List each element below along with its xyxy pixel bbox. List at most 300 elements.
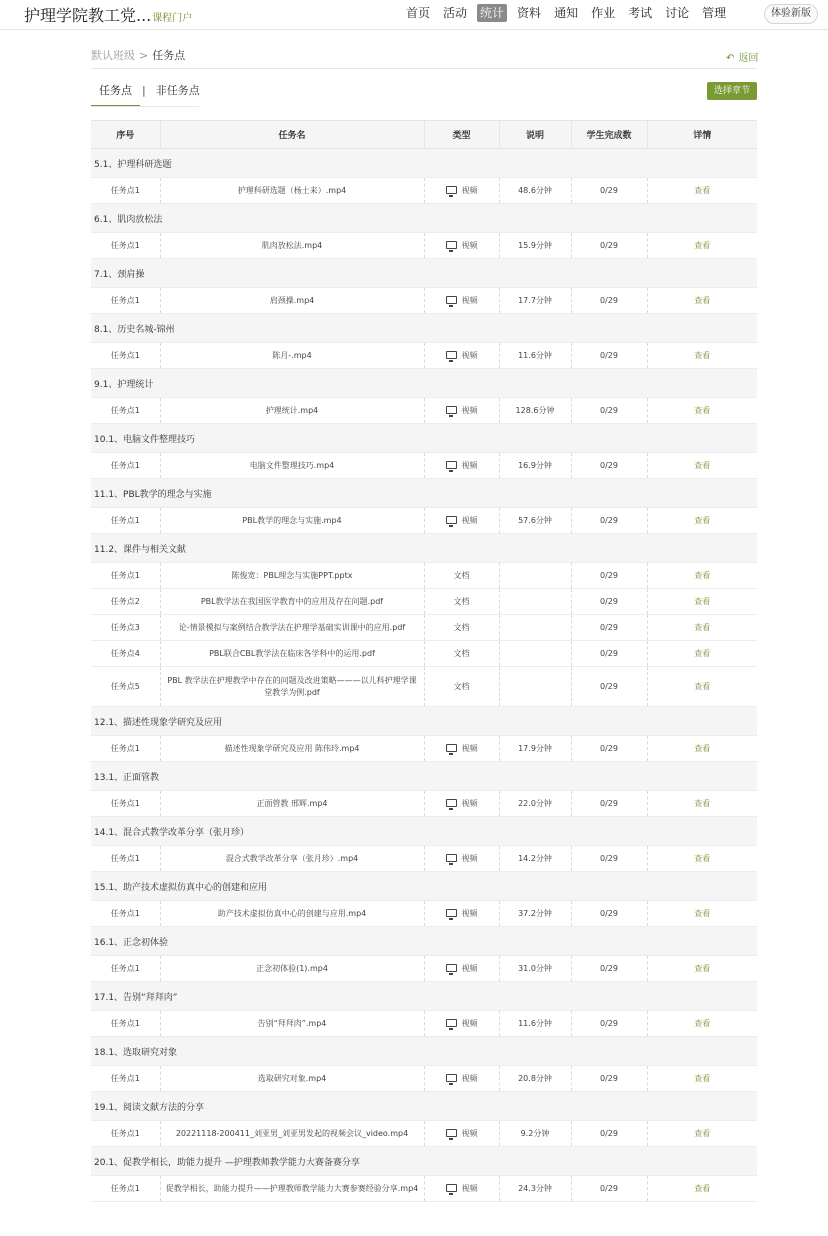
breadcrumb-parent[interactable]: 默认班级 bbox=[91, 49, 135, 62]
monitor-icon bbox=[446, 351, 457, 359]
task-completion-text: 0/29 bbox=[600, 908, 618, 918]
task-type-label: 视频 bbox=[461, 460, 478, 470]
task-detail[interactable] bbox=[647, 791, 757, 817]
task-detail-text[interactable]: 查看 bbox=[694, 1128, 711, 1138]
task-completion-text: 0/29 bbox=[600, 963, 618, 973]
task-detail[interactable] bbox=[647, 178, 757, 204]
task-type-label: 视频 bbox=[461, 798, 478, 808]
task-name-text: 告别“拜拜肉”.mp4 bbox=[257, 1018, 327, 1028]
task-name bbox=[160, 846, 424, 872]
tabs-underline bbox=[91, 106, 199, 107]
chapter-title: 13.1、正面管教 bbox=[91, 762, 757, 791]
task-completion-text: 0/29 bbox=[600, 853, 618, 863]
task-seq-text: 任务点1 bbox=[110, 350, 140, 360]
task-duration-text: 11.6分钟 bbox=[518, 1018, 552, 1028]
task-name bbox=[160, 288, 424, 314]
task-seq-text: 任务点1 bbox=[110, 1183, 140, 1193]
task-duration-text: 37.2分钟 bbox=[518, 908, 552, 918]
table-row bbox=[91, 641, 757, 667]
task-completion-text: 0/29 bbox=[600, 1018, 618, 1028]
task-detail[interactable] bbox=[647, 846, 757, 872]
task-completion-text: 0/29 bbox=[600, 350, 618, 360]
task-type bbox=[424, 1176, 499, 1202]
monitor-icon bbox=[446, 964, 457, 972]
task-completion bbox=[571, 1176, 647, 1202]
chapter-row bbox=[91, 1037, 757, 1066]
task-type-label: 视频 bbox=[461, 515, 478, 525]
monitor-icon bbox=[446, 854, 457, 862]
task-seq-text: 任务点1 bbox=[110, 185, 140, 195]
task-name bbox=[160, 563, 424, 589]
task-duration-text: 128.6分钟 bbox=[515, 405, 555, 415]
task-seq bbox=[91, 398, 160, 424]
task-duration bbox=[499, 508, 571, 534]
task-duration bbox=[499, 398, 571, 424]
task-duration bbox=[499, 589, 571, 615]
task-completion bbox=[571, 178, 647, 204]
task-detail[interactable] bbox=[647, 901, 757, 927]
task-duration-text: 31.0分钟 bbox=[518, 963, 552, 973]
col-header-seq: 序号 bbox=[91, 121, 160, 149]
task-detail[interactable] bbox=[647, 1176, 757, 1202]
task-name bbox=[160, 615, 424, 641]
task-completion bbox=[571, 846, 647, 872]
task-completion-text: 0/29 bbox=[600, 515, 618, 525]
task-detail[interactable] bbox=[647, 453, 757, 479]
task-name-text: 助产技术虚拟仿真中心的创建与应用.mp4 bbox=[217, 908, 367, 918]
task-detail[interactable] bbox=[647, 956, 757, 982]
task-seq-text: 任务点1 bbox=[110, 515, 140, 525]
task-detail[interactable] bbox=[647, 641, 757, 667]
task-detail-text[interactable]: 查看 bbox=[694, 908, 711, 918]
chapter-title: 11.1、PBL教学的理念与实施 bbox=[91, 479, 757, 508]
chapter-row bbox=[91, 1147, 757, 1176]
table-row bbox=[91, 288, 757, 314]
task-completion bbox=[571, 589, 647, 615]
task-name bbox=[160, 398, 424, 424]
task-completion-text: 0/29 bbox=[600, 743, 618, 753]
task-seq bbox=[91, 641, 160, 667]
chapter-row bbox=[91, 259, 757, 288]
task-duration-text: 17.9分钟 bbox=[518, 743, 552, 753]
task-duration bbox=[499, 1066, 571, 1092]
monitor-icon bbox=[446, 516, 457, 524]
task-name-text: 选取研究对象.mp4 bbox=[257, 1073, 327, 1083]
task-seq bbox=[91, 667, 160, 707]
task-completion-text: 0/29 bbox=[600, 596, 618, 606]
task-detail[interactable] bbox=[647, 288, 757, 314]
task-type-label: 文档 bbox=[453, 681, 470, 691]
main-nav bbox=[403, 4, 736, 24]
task-type bbox=[424, 563, 499, 589]
task-seq bbox=[91, 1176, 160, 1202]
chapter-row bbox=[91, 149, 757, 178]
task-name-text: 肩颈操.mp4 bbox=[269, 295, 315, 305]
chapter-row bbox=[91, 762, 757, 791]
task-detail-text[interactable]: 查看 bbox=[694, 295, 711, 305]
task-name bbox=[160, 1066, 424, 1092]
task-detail[interactable] bbox=[647, 615, 757, 641]
task-type-label: 文档 bbox=[453, 596, 470, 606]
task-detail[interactable] bbox=[647, 508, 757, 534]
task-type-label: 视频 bbox=[461, 743, 478, 753]
task-seq bbox=[91, 178, 160, 204]
task-detail-text[interactable]: 查看 bbox=[694, 185, 711, 195]
table-row bbox=[91, 178, 757, 204]
course-portal-link[interactable]: 课程门户 bbox=[152, 13, 193, 24]
chapter-row bbox=[91, 707, 757, 736]
task-detail[interactable] bbox=[647, 736, 757, 762]
task-type-label: 文档 bbox=[453, 570, 470, 580]
chapter-row bbox=[91, 872, 757, 901]
task-name bbox=[160, 791, 424, 817]
table-row bbox=[91, 1011, 757, 1037]
task-detail-text[interactable]: 查看 bbox=[694, 405, 711, 415]
task-detail-text[interactable]: 查看 bbox=[694, 798, 711, 808]
task-seq bbox=[91, 589, 160, 615]
task-detail[interactable] bbox=[647, 667, 757, 707]
table-row bbox=[91, 508, 757, 534]
task-detail-text[interactable]: 查看 bbox=[694, 460, 711, 470]
table-row bbox=[91, 956, 757, 982]
chapter-title: 5.1、护理科研选题 bbox=[91, 149, 757, 178]
table-row bbox=[91, 233, 757, 259]
task-type bbox=[424, 1121, 499, 1147]
table-row bbox=[91, 1176, 757, 1202]
course-title[interactable]: 护理学院教工党... bbox=[24, 6, 152, 25]
try-new-version-button[interactable]: 体验新版 bbox=[764, 4, 818, 24]
table-row bbox=[91, 846, 757, 872]
task-name-text: 正面管教 邢辉.mp4 bbox=[256, 798, 328, 808]
monitor-icon bbox=[446, 1184, 457, 1192]
monitor-icon bbox=[446, 241, 457, 249]
task-detail-text[interactable]: 查看 bbox=[694, 963, 711, 973]
tab-non-task-points[interactable]: 非任务点 bbox=[155, 84, 200, 97]
task-duration bbox=[499, 615, 571, 641]
task-completion-text: 0/29 bbox=[600, 1073, 618, 1083]
task-type bbox=[424, 233, 499, 259]
task-name bbox=[160, 453, 424, 479]
top-header bbox=[0, 0, 828, 30]
monitor-icon bbox=[446, 406, 457, 414]
table-row bbox=[91, 563, 757, 589]
brand[interactable] bbox=[24, 3, 192, 25]
task-type-label: 视频 bbox=[461, 1073, 478, 1083]
task-seq bbox=[91, 1011, 160, 1037]
task-detail[interactable] bbox=[647, 1121, 757, 1147]
chapter-title: 18.1、选取研究对象 bbox=[91, 1037, 757, 1066]
nav-item[interactable]: 管理 bbox=[702, 6, 727, 20]
task-completion-text: 0/29 bbox=[600, 798, 618, 808]
task-duration bbox=[499, 563, 571, 589]
task-completion-text: 0/29 bbox=[600, 648, 618, 658]
nav-item[interactable]: 统计 bbox=[477, 4, 507, 22]
task-completion bbox=[571, 736, 647, 762]
task-seq bbox=[91, 615, 160, 641]
task-type bbox=[424, 288, 499, 314]
task-detail-text[interactable]: 查看 bbox=[694, 648, 711, 658]
task-completion bbox=[571, 398, 647, 424]
task-detail[interactable] bbox=[647, 563, 757, 589]
task-duration bbox=[499, 178, 571, 204]
task-detail[interactable] bbox=[647, 589, 757, 615]
nav-item[interactable]: 通知 bbox=[554, 6, 579, 20]
task-detail[interactable] bbox=[647, 1066, 757, 1092]
task-duration bbox=[499, 1176, 571, 1202]
task-duration-text: 17.7分钟 bbox=[518, 295, 552, 305]
task-seq bbox=[91, 508, 160, 534]
nav-item[interactable]: 考试 bbox=[628, 6, 653, 20]
chapter-row bbox=[91, 369, 757, 398]
task-duration-text: 16.9分钟 bbox=[518, 460, 552, 470]
task-duration bbox=[499, 791, 571, 817]
table-row bbox=[91, 1121, 757, 1147]
task-name-text: 论-情景模拟与案例结合教学法在护理学基础实训课中的应用.pdf bbox=[178, 622, 406, 632]
nav-item[interactable]: 活动 bbox=[443, 6, 468, 20]
task-seq bbox=[91, 288, 160, 314]
col-header-desc: 说明 bbox=[499, 121, 571, 149]
task-name-text: 陈俊宽：PBL理念与实施PPT.pptx bbox=[231, 570, 353, 580]
task-detail-text[interactable]: 查看 bbox=[694, 743, 711, 753]
task-type bbox=[424, 736, 499, 762]
task-detail-text[interactable]: 查看 bbox=[694, 240, 711, 250]
task-seq-text: 任务点1 bbox=[110, 1128, 140, 1138]
task-completion bbox=[571, 641, 647, 667]
task-duration bbox=[499, 956, 571, 982]
task-duration-text: 48.6分钟 bbox=[518, 185, 552, 195]
breadcrumb-current: 任务点 bbox=[152, 49, 186, 62]
task-seq-text: 任务点5 bbox=[110, 681, 140, 691]
task-completion bbox=[571, 791, 647, 817]
task-seq bbox=[91, 233, 160, 259]
task-type-label: 视频 bbox=[461, 853, 478, 863]
col-header-done: 学生完成数 bbox=[571, 121, 647, 149]
chapter-row bbox=[91, 817, 757, 846]
task-name-text: 描述性现象学研究及应用 陈伟玲.mp4 bbox=[224, 743, 360, 753]
task-type-label: 视频 bbox=[461, 963, 478, 973]
table-row bbox=[91, 453, 757, 479]
task-type-label: 文档 bbox=[453, 648, 470, 658]
task-type-label: 视频 bbox=[461, 1018, 478, 1028]
task-completion bbox=[571, 1121, 647, 1147]
monitor-icon bbox=[446, 1074, 457, 1082]
task-duration bbox=[499, 901, 571, 927]
task-duration-text: 9.2分钟 bbox=[520, 1128, 550, 1138]
task-seq bbox=[91, 1066, 160, 1092]
task-seq bbox=[91, 1121, 160, 1147]
task-completion-text: 0/29 bbox=[600, 405, 618, 415]
task-name bbox=[160, 1121, 424, 1147]
task-completion bbox=[571, 453, 647, 479]
task-name bbox=[160, 1176, 424, 1202]
task-completion-text: 0/29 bbox=[600, 240, 618, 250]
chapter-row bbox=[91, 927, 757, 956]
task-type bbox=[424, 453, 499, 479]
task-duration-text: 24.3分钟 bbox=[518, 1183, 552, 1193]
task-name bbox=[160, 1011, 424, 1037]
breadcrumb bbox=[91, 47, 185, 63]
task-completion bbox=[571, 233, 647, 259]
task-detail-text[interactable]: 查看 bbox=[694, 596, 711, 606]
task-name-text: 正念初体验(1).mp4 bbox=[256, 963, 328, 973]
task-name-text: 促教学相长，助能力提升——护理教师教学能力大赛参赛经验分享.mp4 bbox=[165, 1183, 419, 1193]
task-type-label: 视频 bbox=[461, 185, 478, 195]
return-arrow-icon: ↶ bbox=[726, 53, 735, 64]
task-seq-text: 任务点1 bbox=[110, 743, 140, 753]
task-detail-text[interactable]: 查看 bbox=[694, 515, 711, 525]
task-seq-text: 任务点1 bbox=[110, 460, 140, 470]
chapter-title: 16.1、正念初体验 bbox=[91, 927, 757, 956]
task-duration-text: 57.6分钟 bbox=[518, 515, 552, 525]
chapter-title: 6.1、肌肉放松法 bbox=[91, 204, 757, 233]
task-detail-text[interactable]: 查看 bbox=[694, 622, 711, 632]
table-row bbox=[91, 589, 757, 615]
task-type bbox=[424, 1011, 499, 1037]
task-tabs bbox=[91, 83, 208, 107]
task-type bbox=[424, 589, 499, 615]
monitor-icon bbox=[446, 1129, 457, 1137]
task-name-text: PBL教学法在我国医学教育中的应用及存在问题.pdf bbox=[200, 596, 384, 606]
col-header-name: 任务名 bbox=[160, 121, 424, 149]
task-type-label: 文档 bbox=[453, 622, 470, 632]
table-row bbox=[91, 736, 757, 762]
task-seq-text: 任务点1 bbox=[110, 798, 140, 808]
task-detail[interactable] bbox=[647, 233, 757, 259]
task-duration-text: 22.0分钟 bbox=[518, 798, 552, 808]
task-name bbox=[160, 956, 424, 982]
task-seq-text: 任务点1 bbox=[110, 963, 140, 973]
task-type-label: 视频 bbox=[461, 350, 478, 360]
task-type bbox=[424, 667, 499, 707]
task-type bbox=[424, 846, 499, 872]
task-duration-text: 11.6分钟 bbox=[518, 350, 552, 360]
nav-item[interactable]: 讨论 bbox=[665, 6, 690, 20]
task-name-text: 护理统计.mp4 bbox=[265, 405, 319, 415]
task-duration bbox=[499, 846, 571, 872]
task-type-label: 视频 bbox=[461, 1128, 478, 1138]
task-completion bbox=[571, 956, 647, 982]
task-completion bbox=[571, 901, 647, 927]
task-name-text: PBL 教学法在护理教学中存在的问题及改进策略———以儿科护理学课堂教学为例.pdf bbox=[167, 675, 417, 697]
task-detail[interactable] bbox=[647, 343, 757, 369]
task-completion bbox=[571, 1011, 647, 1037]
chapter-row bbox=[91, 424, 757, 453]
task-seq-text: 任务点1 bbox=[110, 240, 140, 250]
task-duration bbox=[499, 641, 571, 667]
nav-item[interactable]: 资料 bbox=[517, 6, 542, 20]
task-name bbox=[160, 233, 424, 259]
task-seq-text: 任务点2 bbox=[110, 596, 140, 606]
task-seq bbox=[91, 846, 160, 872]
monitor-icon bbox=[446, 744, 457, 752]
table-row bbox=[91, 901, 757, 927]
task-name bbox=[160, 589, 424, 615]
task-completion-text: 0/29 bbox=[600, 681, 618, 691]
task-type-label: 视频 bbox=[461, 1183, 478, 1193]
task-detail-text[interactable]: 查看 bbox=[694, 570, 711, 580]
task-detail-text[interactable]: 查看 bbox=[694, 350, 711, 360]
task-seq bbox=[91, 563, 160, 589]
task-name bbox=[160, 178, 424, 204]
task-seq bbox=[91, 343, 160, 369]
task-name-text: PBL联合CBL教学法在临床各学科中的运用.pdf bbox=[209, 648, 375, 658]
task-detail[interactable] bbox=[647, 1011, 757, 1037]
back-label: 返回 bbox=[738, 53, 759, 64]
nav-item[interactable]: 首页 bbox=[406, 6, 431, 20]
chapter-title: 8.1、历史名城-锦州 bbox=[91, 314, 757, 343]
task-name-text: 肌肉放松法.mp4 bbox=[261, 240, 323, 250]
task-detail-text[interactable]: 查看 bbox=[694, 1018, 711, 1028]
task-duration bbox=[499, 1121, 571, 1147]
table-row bbox=[91, 343, 757, 369]
task-name-text: 陈月-.mp4 bbox=[272, 350, 312, 360]
nav-item[interactable]: 作业 bbox=[591, 6, 616, 20]
task-completion-text: 0/29 bbox=[600, 622, 618, 632]
task-completion bbox=[571, 615, 647, 641]
task-type bbox=[424, 343, 499, 369]
task-type bbox=[424, 956, 499, 982]
select-chapter-button[interactable]: 选择章节 bbox=[707, 82, 757, 100]
task-type bbox=[424, 178, 499, 204]
task-seq bbox=[91, 736, 160, 762]
tab-task-points[interactable]: 任务点 bbox=[91, 83, 140, 107]
task-duration bbox=[499, 233, 571, 259]
task-completion-text: 0/29 bbox=[600, 460, 618, 470]
task-detail[interactable] bbox=[647, 398, 757, 424]
monitor-icon bbox=[446, 186, 457, 194]
tab-separator: | bbox=[142, 84, 146, 97]
task-type-label: 视频 bbox=[461, 405, 478, 415]
table-row bbox=[91, 1066, 757, 1092]
chapter-title: 11.2、课件与相关文献 bbox=[91, 534, 757, 563]
chapter-title: 7.1、颈肩操 bbox=[91, 259, 757, 288]
task-seq bbox=[91, 956, 160, 982]
breadcrumb-separator: > bbox=[139, 49, 149, 62]
back-button[interactable] bbox=[726, 49, 758, 64]
col-header-type: 类型 bbox=[424, 121, 499, 149]
chapter-title: 14.1、混合式教学改革分享（张月珍） bbox=[91, 817, 757, 846]
task-detail-text[interactable]: 查看 bbox=[694, 1183, 711, 1193]
task-completion bbox=[571, 508, 647, 534]
task-completion-text: 0/29 bbox=[600, 185, 618, 195]
task-seq-text: 任务点4 bbox=[110, 648, 140, 658]
task-seq bbox=[91, 791, 160, 817]
task-type-label: 视频 bbox=[461, 295, 478, 305]
table-row bbox=[91, 667, 757, 707]
task-completion bbox=[571, 288, 647, 314]
task-seq bbox=[91, 901, 160, 927]
task-type-label: 视频 bbox=[461, 908, 478, 918]
task-seq-text: 任务点1 bbox=[110, 908, 140, 918]
task-type bbox=[424, 615, 499, 641]
task-detail-text[interactable]: 查看 bbox=[694, 853, 711, 863]
task-completion bbox=[571, 1066, 647, 1092]
task-detail-text[interactable]: 查看 bbox=[694, 681, 711, 691]
task-detail-text[interactable]: 查看 bbox=[694, 1073, 711, 1083]
chapter-title: 10.1、电脑文件整理技巧 bbox=[91, 424, 757, 453]
task-duration bbox=[499, 343, 571, 369]
task-name bbox=[160, 508, 424, 534]
monitor-icon bbox=[446, 296, 457, 304]
task-seq bbox=[91, 453, 160, 479]
task-seq-text: 任务点3 bbox=[110, 622, 140, 632]
task-name bbox=[160, 667, 424, 707]
task-duration-text: 14.2分钟 bbox=[518, 853, 552, 863]
monitor-icon bbox=[446, 799, 457, 807]
table-row bbox=[91, 791, 757, 817]
chapter-row bbox=[91, 982, 757, 1011]
chapter-row bbox=[91, 1092, 757, 1121]
